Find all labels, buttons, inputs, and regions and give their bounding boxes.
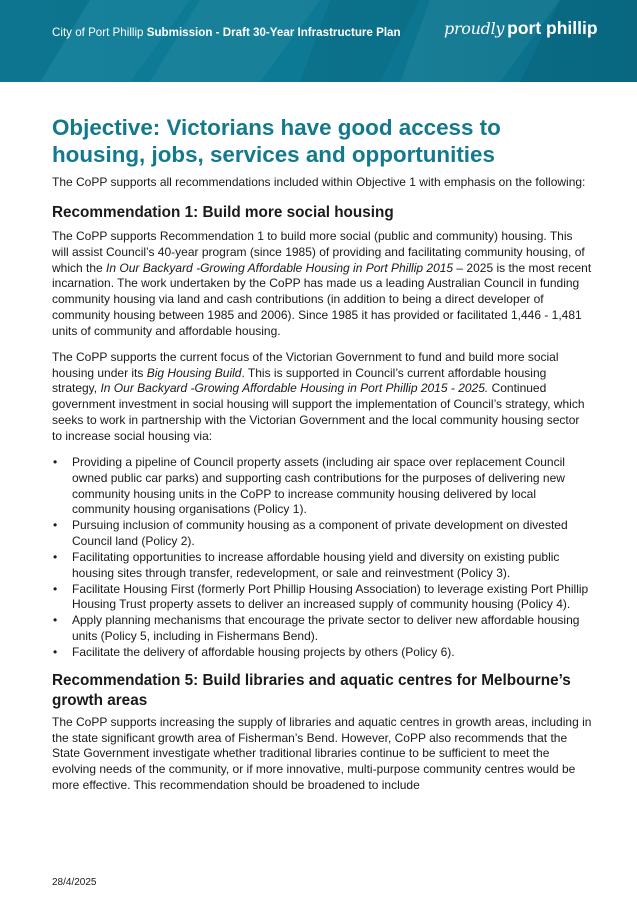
policy-list xyxy=(52,455,592,661)
list-item: • Apply planning mechanisms that encourage the private sector to deliver new affordable housing units (Policy 5, including in Fishermans Bend). xyxy=(53,613,580,644)
list-item: • Facilitate the delivery of affordable housing projects by others (Policy 6). xyxy=(53,644,455,659)
bullet-icon: • xyxy=(53,549,58,564)
bullet-icon: • xyxy=(53,454,58,469)
banner-title xyxy=(52,26,401,39)
footer-date: 28/4/2025 xyxy=(52,877,97,888)
logo-bold-text: port phillip xyxy=(507,18,598,38)
banner-doc-title: Submission - Draft 30-Year Infrastructure Plan xyxy=(146,26,401,39)
recommendation-1-paragraph-1: The CoPP supports Recommendation 1 to build more social (public and community) housing. This will assist Council’s 40-year program (since 1985) of providing and facilitating community housing, of which the In Our Backyard -Growing Affordable Housing in Port Phillip 2015 – 2025 is the most recent incarnation. The work undertaken by the CoPP has made us a leading Australian Council in funding community housing via land and cash contributions (in addition to being a direct developer of community housing between 1985 and 2006). Since 1985 it has provided or facilitated 1,446 - 1,481 units of community and affordable housing. xyxy=(52,228,592,338)
bullet-icon: • xyxy=(53,518,58,533)
list-item: • Pursuing inclusion of community housing as a component of private development on divested Council land (Policy 2). xyxy=(53,518,568,549)
recommendation-5-heading: Recommendation 5: Build libraries and aquatic centres for Melbourne’s growth areas xyxy=(52,671,571,709)
list-item: • Facilitate Housing First (formerly Port Phillip Housing Association) to leverage existing Port Phillip Housing Trust property assets to deliver an increased supply of community housing (Policy 4). xyxy=(53,581,589,612)
bullet-icon: • xyxy=(53,644,58,659)
objective-heading: Objective: Victorians have good access to housing, jobs, services and opportunities xyxy=(52,115,501,167)
recommendation-1-heading: Recommendation 1: Build more social housing xyxy=(52,203,394,221)
banner-org: City of Port Phillip xyxy=(52,26,144,39)
list-item: • Providing a pipeline of Council property assets (including air space over replacement Council owned public car parks) and supporting cash contributions for the purposes of delivering new community housing units in the CoPP to increase community housing delivered by local community housing organisations (Policy 1). xyxy=(53,454,565,517)
recommendation-5-paragraph-1: The CoPP supports increasing the supply of libraries and aquatic centres in growth areas, including in the state significant growth area of Fisherman’s Bend. However, CoPP also recommends that the State Government investigate whether traditional libraries continue to be sufficient to meet the evolving needs of the community, or if more innovative, multi-purpose community centres would be more effective. This recommendation should be broadened to include xyxy=(52,714,592,793)
recommendation-1-paragraph-2: The CoPP supports the current focus of the Victorian Government to fund and build more social housing under its Big Housing Build. This is supported in Council’s current affordable housing strategy, In Our Backyard -Growing Affordable Housing in Port Phillip 2015 - 2025. Continued government investment in social housing will support the implementation of Council’s strategy, which seeks to work in partnership with the Victorian Government and the local community housing sector to increase social housing via: xyxy=(52,349,585,443)
bullet-icon: • xyxy=(53,581,58,596)
header-banner xyxy=(0,0,637,82)
document-body xyxy=(52,114,592,794)
intro-paragraph: The CoPP supports all recommendations included within Objective 1 with emphasis on the following: xyxy=(52,175,586,189)
port-phillip-logo xyxy=(444,18,598,50)
logo-script-text: proudly xyxy=(444,19,505,38)
bullet-icon: • xyxy=(53,613,58,628)
list-item: • Facilitating opportunities to increase affordable housing yield and diversity on existing public housing sites through transfer, redevelopment, or sale and reinvestment (Policy 3). xyxy=(53,549,560,580)
